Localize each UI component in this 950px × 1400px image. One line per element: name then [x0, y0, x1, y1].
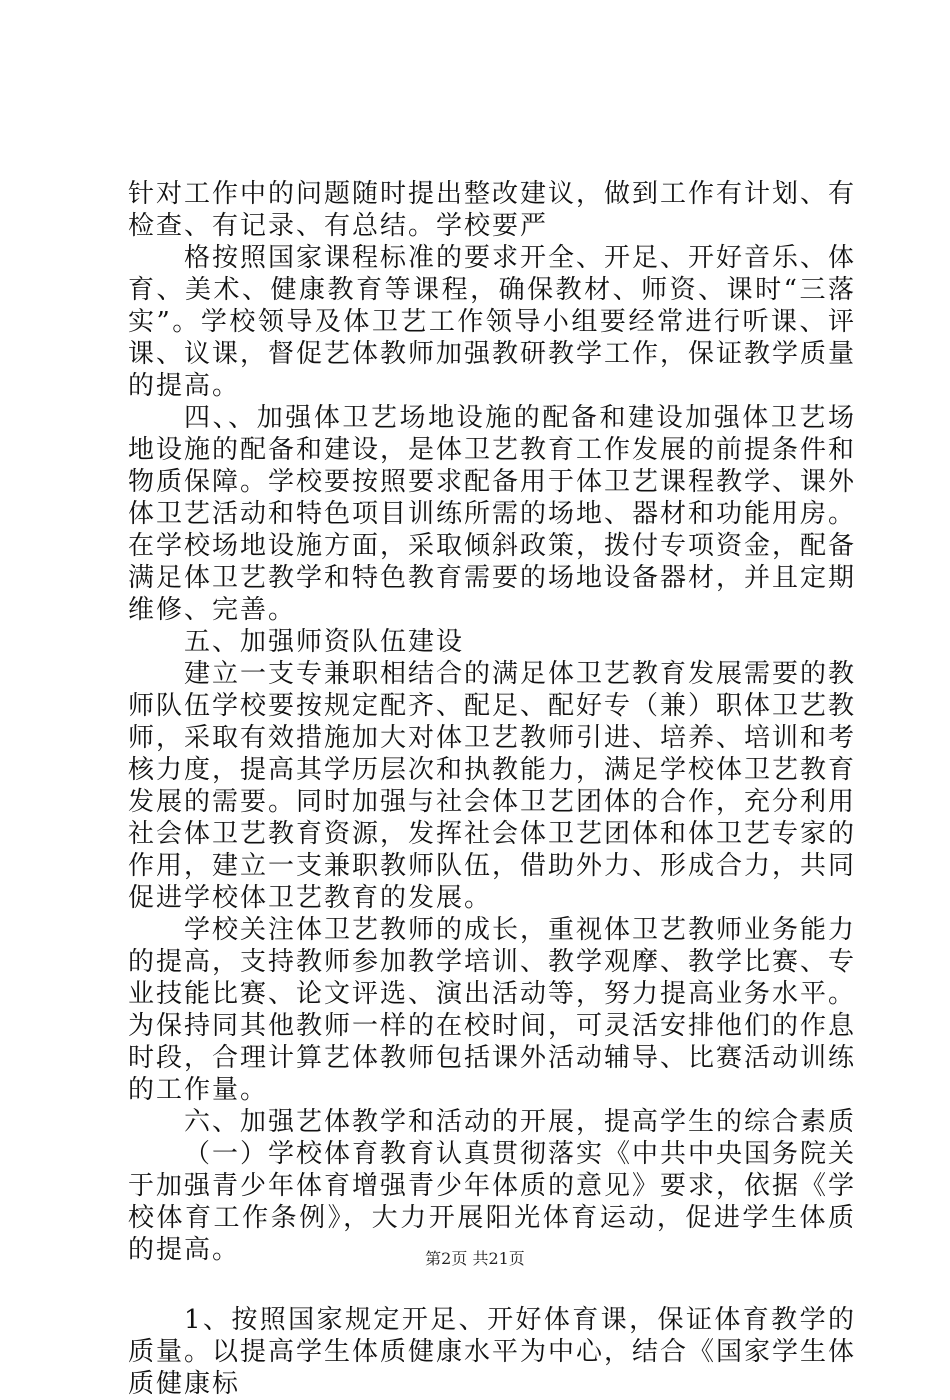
paragraph-3: 四、、加强体卫艺场地设施的配备和建设加强体卫艺场地设施的配备和建设，是体卫艺教育工作发展的前提条件和物质保障。学校要按照要求配备用于体卫艺课程教学、课外体卫艺活动和特色项目训练所需的场地、器材和功能用房。在学校场地设施方面，采取倾斜政策，拨付专项资金，配备满足体卫艺教学和特色教育需要的场地设备器材，并且定期维修、完善。: [128, 403, 857, 625]
section-heading-5: 五、加强师资队伍建设: [184, 627, 465, 657]
document-body: [128, 178, 856, 1400]
page-footer: 第2页 共21页: [425, 1249, 525, 1268]
paragraph-6: 学校关注体卫艺教师的成长，重视体卫艺教师业务能力的提高，支持教师参加教学培训、教学观摩、教学比赛、专业技能比赛、论文评选、演出活动等，努力提高业务水平。为保持同其他教师一样的在校时间，可灵活安排他们的作息时段，合理计算艺体教师包括课外活动辅导、比赛活动训练的工作量。: [128, 915, 857, 1105]
paragraph-1: 针对工作中的问题随时提出整改建议，做到工作有计划、有检查、有记录、有总结。学校要严: [128, 179, 857, 241]
paragraph-9: 1、按照国家规定开足、开好体育课，保证体育教学的质量。以提高学生体质健康水平为中心，结合《国家学生体质健康标: [128, 1305, 857, 1399]
section-heading-6: 六、加强艺体教学和活动的开展，提高学生的综合素质: [184, 1107, 857, 1137]
paragraph-2: 格按照国家课程标准的要求开全、开足、开好音乐、体育、美术、健康教育等课程，确保教材、师资、课时“三落实”。学校领导及体卫艺工作领导小组要经常进行听课、评课、议课，督促艺体教师加强教研教学工作，保证教学质量的提高。: [128, 243, 857, 401]
paragraph-8: （一）学校体育教育认真贯彻落实《中共中央国务院关于加强青少年体育增强青少年体质的意见》要求，依据《学校体育工作条例》，大力开展阳光体育运动，促进学生体质的提高。: [128, 1139, 857, 1265]
paragraph-5: 建立一支专兼职相结合的满足体卫艺教育发展需要的教师队伍学校要按规定配齐、配足、配好专（兼）职体卫艺教师，采取有效措施加大对体卫艺教师引进、培养、培训和考核力度，提高其学历层次和执教能力，满足学校体卫艺教育发展的需要。同时加强与社会体卫艺团体的合作，充分利用社会体卫艺教育资源，发挥社会体卫艺团体和体卫艺专家的作用，建立一支兼职教师队伍，借助外力、形成合力，共同促进学校体卫艺教育的发展。: [128, 659, 857, 913]
paragraph-gap: [128, 1266, 856, 1304]
